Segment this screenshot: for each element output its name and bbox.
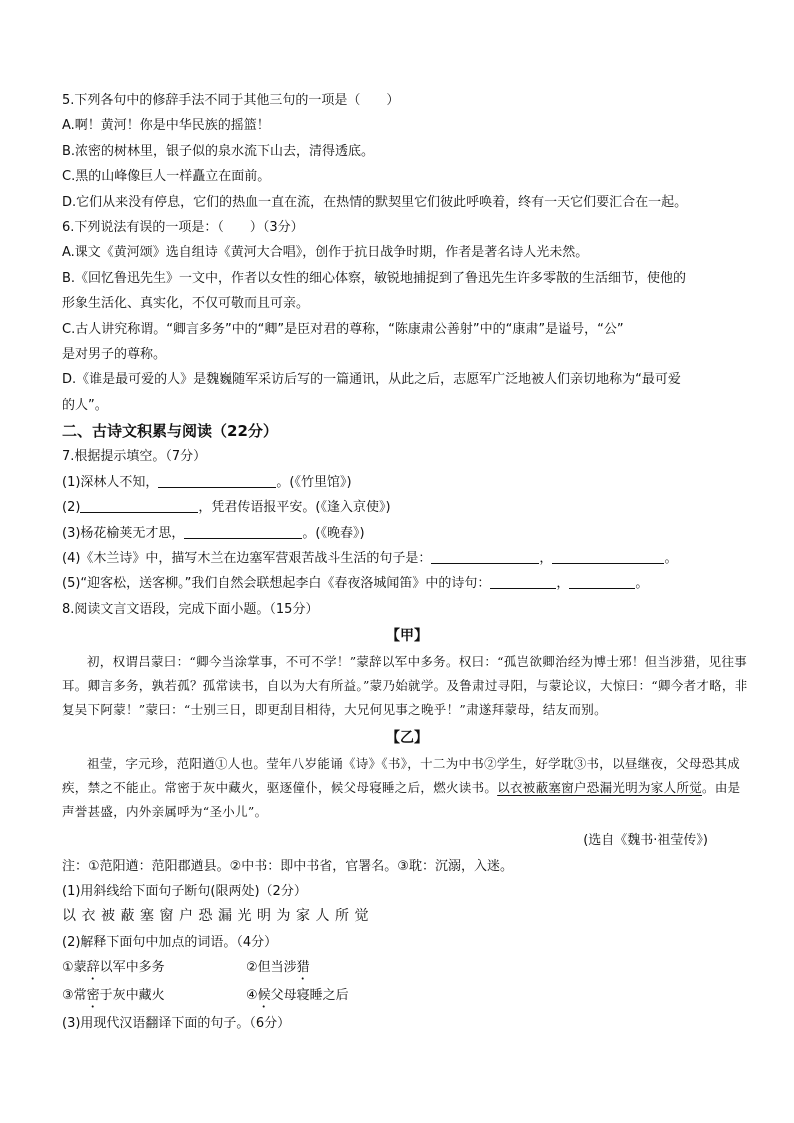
q8-sub1-sentence: 以衣被蔽塞窗户恐漏光明为家人所觉 <box>62 908 374 925</box>
passage-yi-title: 【乙】 <box>386 730 428 747</box>
q7-line-2-prefix: (2) <box>62 500 81 516</box>
q8-stem: 8.阅读文言文语段，完成下面小题。（15分） <box>62 601 319 617</box>
q8-sub2: (2)解释下面句中加点的词语。（4分） <box>62 934 278 950</box>
q7-line-2 <box>62 495 752 520</box>
q5-option-c: C.黑的山峰像巨人一样矗立在面前。 <box>62 169 271 185</box>
q6-option-c-line2: 是对男子的尊称。 <box>62 347 167 363</box>
answer-blank[interactable] <box>184 524 302 539</box>
q7-line-1-prefix: (1)深林人不知， <box>62 474 159 490</box>
q5-stem: 5.下列各句中的修辞手法不同于其他三句的一项是（ ） <box>62 93 400 108</box>
passage-yi-underlined-sentence: 以衣被蔽塞窗户恐漏光明为家人所觉 <box>497 780 703 796</box>
q8-sub2-item-2: ②但当涉猎 <box>246 960 310 976</box>
q7-line-5-suffix: 。 <box>635 576 649 592</box>
answer-blank[interactable] <box>431 549 539 564</box>
q6-option-d-line2: 的人”。 <box>62 397 108 413</box>
dotted-word: 密 <box>86 988 100 1004</box>
q8-sub2-row1 <box>62 955 752 983</box>
q8-sub2-row2 <box>62 983 752 1011</box>
q7-line-5-prefix: (5)“迎客松，送客柳。”我们自然会联想起李白《春夜洛城闻笛》中的诗句： <box>62 576 491 592</box>
dotted-word: 猎 <box>296 960 310 976</box>
q7-stem: 7.根据提示填空。（7分） <box>62 449 207 465</box>
answer-blank[interactable] <box>80 498 198 513</box>
q7-line-1-suffix: 。(《竹里馆》) <box>276 474 352 490</box>
answer-blank[interactable] <box>569 574 635 589</box>
q7-line-4-mid: ， <box>539 550 553 566</box>
q6-stem: 6.下列说法有误的一项是：（ ）（3分） <box>62 220 304 236</box>
q8-sub3: (3)用现代汉语翻译下面的句子。（6分） <box>62 1016 291 1032</box>
q5-option-b: B.浓密的树林里，银子似的泉水流下山去，清得透底。 <box>62 143 375 159</box>
q6-option-c-line1: C.古人讲究称谓。“卿言多务”中的“卿”是臣对君的尊称，“陈康肃公善射”中的“康肃”是谥号，“公” <box>62 321 624 337</box>
q7-line-3-prefix: (3)杨花榆荚无才思， <box>62 525 185 541</box>
q8-sub2-item-1: ①蒙辞以军中多务 <box>62 960 165 976</box>
passage-yi-text-part2: 。由是声誉甚盛，内外亲属呼为“圣小儿”。 <box>62 780 741 820</box>
q6-option-b-line1: B.《回忆鲁迅先生》一文中，作者以女性的细心体察，敏锐地捕捉到了鲁迅先生许多零散的生活细节，使他的 <box>62 270 687 286</box>
q7-line-5-mid: ， <box>556 576 570 592</box>
q7-line-2-suffix: ，凭君传语报平安。(《逢入京使》) <box>198 500 391 516</box>
q6-option-b-line2: 形象生活化、真实化，不仅可敬而且可亲。 <box>62 296 310 312</box>
answer-blank[interactable] <box>552 549 664 564</box>
q6-option-d-line1: D.《谁是最可爱的人》是魏巍随军采访后写的一篇通讯，从此之后，志愿军广泛地被人们亲切地称为“最可爱 <box>62 372 681 388</box>
passage-yi-text-part1: 祖莹，字元珍，范阳遒①人也。莹年八岁能诵《诗》《书》，十二为中书②学生，好学耽③书，以昼继夜，父母恐其成疾，禁之不能止。常密于灰中藏火，驱逐僮仆，候父母寝睡之后，燃火读书。 <box>62 756 741 796</box>
q7-line-5 <box>62 571 752 596</box>
passage-yi-text <box>62 752 752 824</box>
q8-sub1: (1)用斜线给下面句子断句(限两处)（2分） <box>62 883 307 899</box>
exam-page <box>62 88 752 1037</box>
q5-option-d: D.它们从来没有停息，它们的热血一直在流，在热情的默契里它们彼此呼唤着，终有一天它们要汇合在一起。 <box>62 194 688 210</box>
q7-line-4 <box>62 546 752 571</box>
dotted-word: 候 <box>257 988 271 1004</box>
q7-line-1 <box>62 470 752 495</box>
q8-sub2-item-3: ③常密于灰中藏火 <box>62 988 165 1004</box>
q7-line-4-suffix: 。 <box>664 550 678 566</box>
answer-blank[interactable] <box>490 574 556 589</box>
q8-sub2-item-4: ④候父母寝睡之后 <box>246 988 349 1004</box>
answer-blank[interactable] <box>158 473 276 488</box>
passage-jia-text: 初，权谓吕蒙曰：“卿今当涂掌事，不可不学！”蒙辞以军中多务。权曰：“孤岂欲卿治经为博士邪！但当涉猎，见往事耳。卿言多务，孰若孤？孤常读书，自以为大有所益。”蒙乃始就学。及鲁肃过寻阳，与蒙论议，大惊曰：“卿今者才略，非复吴下阿蒙！”蒙曰：“士别三日，即更刮目相待，大兄何见事之晚乎！”肃遂拜蒙母，结友而别。 <box>62 654 748 718</box>
q7-line-3-suffix: 。(《晚春》) <box>302 525 365 541</box>
annotation-note: 注：①范阳遒：范阳郡遒县。②中书：即中书省，官署名。③耽：沉溺，入迷。 <box>62 858 513 874</box>
dotted-word: 辞 <box>86 960 100 976</box>
q6-option-a: A.课文《黄河颂》选自组诗《黄河大合唱》，创作于抗日战争时期，作者是著名诗人光未然。 <box>62 245 589 261</box>
passage-source: (选自《魏书·祖莹传》) <box>583 833 708 849</box>
passage-jia-title: 【甲】 <box>386 628 428 645</box>
q7-line-4-prefix: (4)《木兰诗》中，描写木兰在边塞军营艰苦战斗生活的句子是： <box>62 550 432 566</box>
q7-line-3 <box>62 521 752 546</box>
q5-option-a: A.啊！黄河！你是中华民族的摇篮！ <box>62 118 270 134</box>
section-heading: 二、古诗文积累与阅读（22分） <box>62 422 278 441</box>
